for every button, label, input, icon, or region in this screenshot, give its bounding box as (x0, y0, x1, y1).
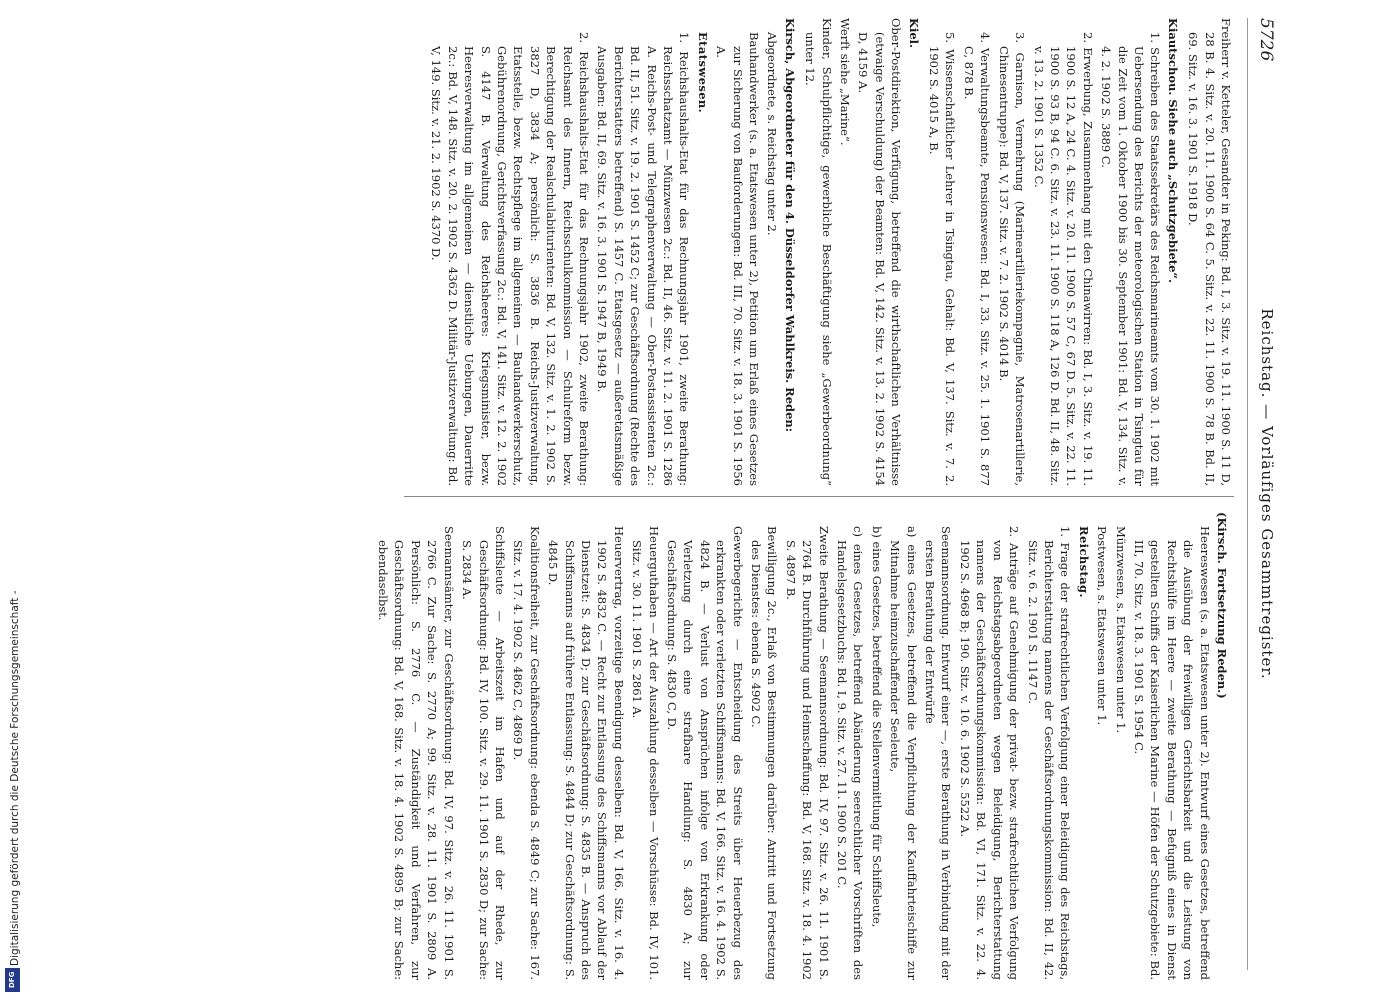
digitization-footer (2, 0, 24, 1000)
entry-kiautschou-2: 2. Erwerbung, Zusammenhang mit den Chinawirren: Bd. I, 3. Sitz. v. 19. 11. 1900 S. 12 A, 24 C. 4. Sitz. v. 20. 11. 1900 S. 57 C, 67 D. 5. Sitz. v. 22. 11. 1900 S. 93 B, 94 C. 6. Sitz. v. 23. 11. 1900 S. 118 A, 126 D. Bd. II, 48. Sitz. v. 13. 2. 1901 S. 1352 C. (1031, 32, 1095, 486)
entry-seemannsordnung-a: a) eines Gesetzes, betreffend die Verpflichtung der Kauffahrteischiffe zur Mitnahme heimzuschaffender Seeleute, (888, 526, 919, 980)
entry-schiffsleute: Schiffsleute — Arbeitszeit im Hafen und auf der Rhede, zur Geschäftsordnung: Bd. IV, 100. Sitz. v. 29. 11. 1901 S. 2830 D; zur Sache: S. 2834 A. (460, 526, 507, 980)
entry-heuerguthaben: Heuerguthaben — Art der Auszahlung desselben — Vorschüsse: Bd. IV, 101. Sitz. v. 30. 11. 1901 S. 2861 A. (630, 526, 661, 980)
footer-text: Digitalisierung gefördert durch die Deutsche Forschungsgemeinschaft - (9, 590, 21, 966)
entry-heereswesen: Heereswesen (s. a. Etatswesen unter 2). Entwurf eines Gesetzes, betreffend die Ausübung der freiwilligen Gerichtsbarkeit und die Leistung von Rechtshülfe im Heere — zweite Berathung — Befugniß eines in Dienst gestellten Schiffs der Kaiserlichen Marine — Höfen der Schutzgebiete: Bd. III, 70. Sitz. v. 18. 3. 1901 S. 1954 C. (1131, 526, 1212, 980)
entry-kirsch-etatswesen: Etatswesen. (695, 32, 710, 114)
entry-kirsch-continued: (Kirsch. Fortsetzung Reden.) (1215, 512, 1229, 699)
page-number: 5726 (1256, 18, 1276, 62)
entry-kirsch-abgeordnete: Abgeordnete, s. Reichstag unter 2. (765, 32, 780, 236)
entry-heuervertrag: Heuervertrag, vorzeitige Beendigung desselben: Bd. V, 166. Sitz. v. 16. 4. 1902 S. 4832 C. — Recht zur Entlassung des Schiffsmanns vor Ablauf der Dienstzeit: S. 4834 D; zur Geschäftsordnung: S. 4835 B. — Anspruch des Schiffsmanns auf frühere Entlassung: S. 4844 D; zur Geschäftsordnung: S. 4845 D. (546, 526, 626, 980)
entry-kiautschou-1: 1. Schreiben des Staatssekretärs des Reichsmarineamts vom 30. 1. 1902 mit Uebersendung des Berichts der meteorologischen Station in Tsingtau für die Zeit vom 1. Oktober 1900 bis 30. September 1901: Bd. V, 134. Sitz. v. 4. 2. 1902 S. 3889 C. (1099, 32, 1163, 486)
page-header (1247, 18, 1282, 970)
entry-seemannsordnung: Seemannsordnung. Entwurf einer —, erste Berathung in Verbindung mit der ersten Berathung der Entwürfe (923, 526, 954, 980)
entry-reichstag: Reichstag. (1076, 526, 1091, 598)
entry-kinder: Kinder, Schulpflichtige, gewerbliche Beschäftigung siehe „Gewerbeordnung“ unter 12. (803, 18, 834, 486)
entry-kiautschou-4: 4. Verwaltungsbeamte, Pensionswesen: Bd. I, 33. Sitz. v. 25. 1. 1901 S. 877 C, 878 B. (961, 32, 993, 486)
column-divider (404, 496, 1234, 497)
entry-reichstag-2: 2. Anträge auf Genehmigung der privat- bezw. strafrechtlichen Verfolgung von Reichstagsabgeordneten wegen Beleidigung, Berichterstattung namens der Geschäftsordnungskommission: Bd. VI, 171. Sitz. v. 22. 4. 1902 S. 4968 B; 190. Sitz. v. 10. 6. 1902 S. 5522 A. (957, 526, 1022, 980)
entry-bewilligung: Bewilligung 2c., Erlaß von Bestimmungen darüber: Antritt und Fortsetzung des Dienstes: ebenda S. 4902 C. (749, 526, 780, 980)
entry-seemannsordnung-b: b) eines Gesetzes, betreffend die Stellenvermittlung für Schiffsleute, (869, 526, 884, 928)
entry-zweite-berathung: Zweite Berathung — Seemannsordnung: Bd. IV, 97. Sitz. v. 26. 11. 1901 S. 2764 B. Durchführung und Heimschaffung: Bd. V, 168. Sitz. v. 18. 4. 1902 S. 4897 B. (783, 526, 831, 980)
dfg-logo: DFG (5, 968, 20, 992)
entry-kirsch: Kirsch, Abgeordneter für den 4. Düsseldorfer Wahlkreis. Reden: (782, 18, 797, 433)
entry-muenzwesen: Münzwesen, s. Etatswesen unter 1. (1113, 526, 1128, 734)
entry-kiautschou-5: 5. Wissenschaftlicher Lehrer in Tsingtau, Gehalt: Bd. V, 137. Sitz. v. 7. 2. 1902 S. 4015 A, B. (927, 32, 958, 486)
entry-kirsch-etat-1901: 1. Reichshaushalts-Etat für das Rechnungsjahr 1901, zweite Berathung: Reichsschatzamt — Münzwesen 2c.: Bd. II, 46. Sitz. v. 11. 2. 1901 S. 1286 A. Reichs-Post- und Telegraphenverwaltung — Ober-Postassistenten 2c.: Bd. II, 51. Sitz. v. 19. 2. 1901 S. 1452 C; zur Geschäftsordnung (Rechte des Berichterstatters betreffend) S. 1457 C. Etatsgesetz — außeretatsmäßige Ausgaben: Bd. II, 69. Sitz. v. 16. 3. 1901 S. 1947 B, 1949 B. (595, 32, 692, 486)
entry-kiautschou-3: 3. Garnison, Vermehrung (Marineartilleriekompagnie, Matrosenartillerie, Chinesentruppe): Bd. V, 137. Sitz. v. 7. 2. 1902 S. 4014 B. (996, 32, 1028, 486)
entry-ketteler: Freiherr v. Ketteler, Gesandter in Peking: Bd. I, 3. Sitz. v. 19. 11. 1900 S. 11 D, 28 B. 4. Sitz. v. 20. 11. 1900 S. 64 C. 5. Sitz. v. 22. 11. 1900 S. 78 B. Bd. II, 69. Sitz. v. 16. 3. 1901 S. 1918 D. (1186, 18, 1233, 486)
entry-reichstag-1: 1. Frage der strafrechtlichen Verfolgung einer Beleidigung des Reichstags, Berichterstattung namens der Geschäftsordnungskommission: Bd. II, 42. Sitz. v. 6. 2. 1901 S. 1147 C. (1025, 526, 1073, 980)
running-title: Reichstag. — Vorläufiges Gesammtregister. (1258, 308, 1276, 680)
left-column (426, 18, 1234, 486)
entry-kiel-werft: Werft siehe „Marine“. (838, 18, 853, 146)
entry-gewerbegerichte: Gewerbegerichte — Entscheidung des Streits über Heuerbezug des erkrankten oder verletzten Schiffsmanns: Bd. V, 166. Sitz. v. 16. 4. 1902 S. 4824 B. — Verlust von Ansprüchen infolge von Erkrankung oder Verletzung durch eine strafbare Handlung: S. 4830 A; zur Geschäftsordnung: S. 4830 C, D. (665, 526, 745, 980)
entry-koalitionsfreiheit: Koalitionsfreiheit, zur Geschäftsordnung: ebenda S. 4849 C; zur Sache: 167. Sitz. v. 17. 4. 1902 S. 4862 C, 4869 D. (511, 526, 542, 980)
entry-kiel-post: Ober-Postdirektion, Verfügung, betreffend die wirthschaftlichen Verhältnisse (etwaige Verschuldung) der Beamten: Bd. V, 142. Sitz. v. 13. 2. 1902 S. 4154 D, 4159 A. (856, 18, 904, 486)
entry-kirsch-etat-1902: 2. Reichshaushalts-Etat für das Rechnungsjahr 1902, zweite Berathung: Reichsamt des Innern, Reichsschulkommission — Schulreform bezw. Berechtigung der Realschulabiturienten: Bd. V, 132. Sitz. v. 1. 2. 1902 S. 3827 D, 3834 A; persönlich: S. 3836 B. Reichs-Justizverwaltung, Etatsstelle, bezw. Rechtspflege im allgemeinen — Bauhandwerkerschutz, Gebührenordnung, Gerichtsverfassung 2c.: Bd. V, 141. Sitz. v. 12. 2. 1902 S. 4147 B. Verwaltung des Reichsheeres: Kriegsminister, bezw. Heeresverwaltung im allgemeinen — dienstliche Uebungen, Dauerritte 2c.: Bd. V, 148. Sitz. v. 20. 2. 1902 S. 4362 D. Militär-Justizverwaltung: Bd. V, 149. Sitz. v. 21. 2. 1902 S. 4370 D. (429, 32, 591, 486)
entry-postwesen: Postwesen, s. Etatswesen unter 1. (1095, 526, 1110, 726)
right-column (373, 512, 1234, 980)
entry-kirsch-bauhandwerker: Bauhandwerker (s. a. Etatswesen unter 2), Petition um Erlaß eines Gesetzes zur Sicherung von Bauforderungen: Bd. III, 70. Sitz. v. 18. 3. 1901 S. 1956 A. (714, 32, 762, 486)
entry-kiautschou: Kiautschou. Siehe auch „Schutzgebiete“. (1165, 18, 1180, 284)
entry-seemannsordnung-c: c) eines Gesetzes, betreffend Abänderung seerechtlicher Vorschriften des Handelsgesetzbuchs: Bd. I, 9. Sitz. v. 27. 11. 1900 S. 201 C. (835, 526, 866, 980)
entry-kiel: Kiel. (906, 18, 921, 49)
entry-seemannsaemter: Seemannsämter, zur Geschäftsordnung: Bd. IV, 97. Sitz. v. 26. 11. 1901 S. 2766 C. Zur Sache: S. 2770 A; 99. Sitz. v. 28. 11. 1901 S. 2809 A. Persönlich: S. 2776 C. — Zuständigkeit und Verfahren, zur Geschäftsordnung: Bd. V, 168. Sitz. v. 18. 4. 1902 S. 4895 B; zur Sache: ebendaselbst. (376, 526, 456, 980)
